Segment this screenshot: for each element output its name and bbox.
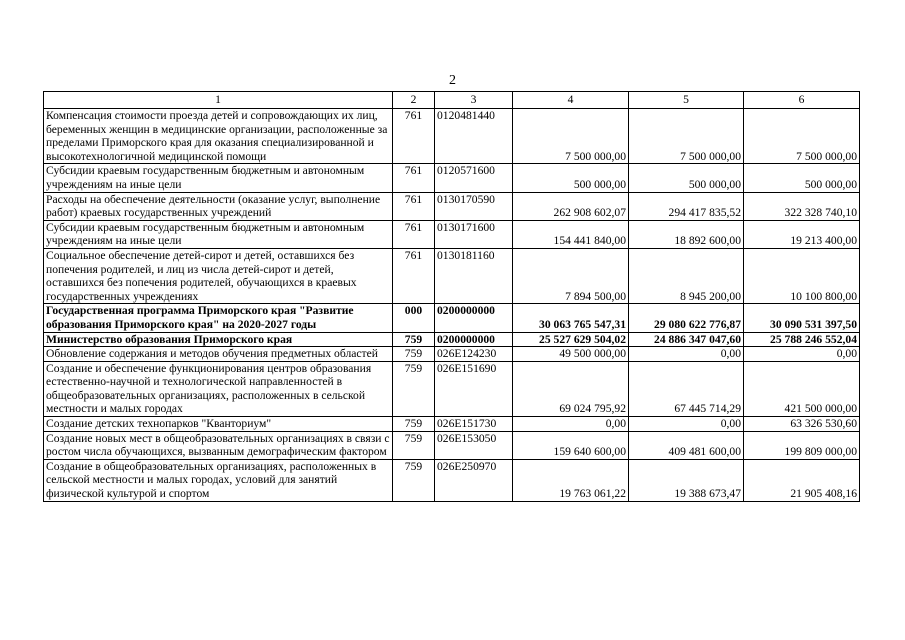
- row-program-code: 026E151730: [435, 417, 513, 432]
- table-row: [44, 192, 860, 220]
- row-amount-col5: 24 886 347 047,60: [629, 332, 744, 347]
- row-program-code: 0120571600: [435, 164, 513, 192]
- row-amount-col6: 19 213 400,00: [744, 220, 860, 248]
- column-header: 5: [629, 92, 744, 109]
- column-header: 3: [435, 92, 513, 109]
- row-program-code: 0130171600: [435, 220, 513, 248]
- row-amount-col4: 7 500 000,00: [513, 109, 629, 164]
- row-amount-col5: 409 481 600,00: [629, 431, 744, 459]
- row-amount-col4: 69 024 795,92: [513, 361, 629, 416]
- row-amount-col4: 262 908 602,07: [513, 192, 629, 220]
- row-amount-col6: 500 000,00: [744, 164, 860, 192]
- row-amount-col5: 8 945 200,00: [629, 248, 744, 303]
- row-amount-col4: 25 527 629 504,02: [513, 332, 629, 347]
- row-amount-col6: 63 326 530,60: [744, 417, 860, 432]
- row-ministry-code: 759: [393, 431, 435, 459]
- row-amount-col5: 29 080 622 776,87: [629, 304, 744, 332]
- row-amount-col6: 199 809 000,00: [744, 431, 860, 459]
- table-row: [44, 304, 860, 332]
- row-program-code: 026E124230: [435, 347, 513, 362]
- row-amount-col5: 500 000,00: [629, 164, 744, 192]
- row-program-code: 0130170590: [435, 192, 513, 220]
- table-row: [44, 431, 860, 459]
- row-amount-col4: 19 763 061,22: [513, 459, 629, 501]
- row-program-code: 0120481440: [435, 109, 513, 164]
- row-description: Субсидии краевым государственным бюджетным и автономным учреждениям на иные цели: [44, 220, 393, 248]
- row-amount-col5: 19 388 673,47: [629, 459, 744, 501]
- table-body: [44, 109, 860, 502]
- row-description: Создание детских технопарков "Кванториум": [44, 417, 393, 432]
- row-amount-col4: 30 063 765 547,31: [513, 304, 629, 332]
- row-amount-col6: 30 090 531 397,50: [744, 304, 860, 332]
- row-amount-col4: 159 640 600,00: [513, 431, 629, 459]
- row-amount-col6: 7 500 000,00: [744, 109, 860, 164]
- row-amount-col6: 0,00: [744, 347, 860, 362]
- row-ministry-code: 761: [393, 192, 435, 220]
- row-amount-col4: 7 894 500,00: [513, 248, 629, 303]
- table-row: [44, 459, 860, 501]
- table-row: [44, 248, 860, 303]
- page-number: 2: [449, 73, 456, 88]
- row-description: Субсидии краевым государственным бюджетным и автономным учреждениям на иные цели: [44, 164, 393, 192]
- row-ministry-code: 000: [393, 304, 435, 332]
- row-amount-col5: 7 500 000,00: [629, 109, 744, 164]
- column-header: 1: [44, 92, 393, 109]
- column-number-row: [44, 92, 860, 109]
- row-program-code: 026E153050: [435, 431, 513, 459]
- row-description: Министерство образования Приморского края: [44, 332, 393, 347]
- table-row: [44, 347, 860, 362]
- table-row: [44, 220, 860, 248]
- row-program-code: 0200000000: [435, 304, 513, 332]
- table-row: [44, 417, 860, 432]
- row-description: Социальное обеспечение детей-сирот и детей, оставшихся без попечения родителей, и лиц из числа детей-сирот и детей, оставшихся без попечения родителей, обучающихся в краевых государственных учреждениях: [44, 248, 393, 303]
- row-description: Государственная программа Приморского края "Развитие образования Приморского края" на 2020-2027 годы: [44, 304, 393, 332]
- row-amount-col4: 49 500 000,00: [513, 347, 629, 362]
- row-amount-col4: 0,00: [513, 417, 629, 432]
- row-amount-col5: 0,00: [629, 347, 744, 362]
- row-description: Создание новых мест в общеобразовательных организациях в связи с ростом числа обучающихся, вызванным демографическим фактором: [44, 431, 393, 459]
- row-amount-col5: 67 445 714,29: [629, 361, 744, 416]
- row-program-code: 026E151690: [435, 361, 513, 416]
- row-amount-col6: 10 100 800,00: [744, 248, 860, 303]
- row-ministry-code: 759: [393, 361, 435, 416]
- row-program-code: 0130181160: [435, 248, 513, 303]
- row-amount-col6: 322 328 740,10: [744, 192, 860, 220]
- row-amount-col4: 154 441 840,00: [513, 220, 629, 248]
- row-amount-col5: 0,00: [629, 417, 744, 432]
- table-row: [44, 109, 860, 164]
- row-ministry-code: 761: [393, 109, 435, 164]
- row-description: Компенсация стоимости проезда детей и сопровождающих их лиц, беременных женщин в медицинские организации, расположенные за пределами Приморского края для оказания специализированной и высокотехнологичной медицинской помощи: [44, 109, 393, 164]
- row-amount-col6: 21 905 408,16: [744, 459, 860, 501]
- row-ministry-code: 761: [393, 248, 435, 303]
- row-ministry-code: 759: [393, 459, 435, 501]
- column-header: 6: [744, 92, 860, 109]
- row-amount-col5: 294 417 835,52: [629, 192, 744, 220]
- row-ministry-code: 759: [393, 332, 435, 347]
- row-amount-col5: 18 892 600,00: [629, 220, 744, 248]
- column-header: 2: [393, 92, 435, 109]
- row-ministry-code: 761: [393, 164, 435, 192]
- row-description: Обновление содержания и методов обучения предметных областей: [44, 347, 393, 362]
- row-ministry-code: 759: [393, 347, 435, 362]
- row-amount-col6: 25 788 246 552,04: [744, 332, 860, 347]
- table-row: [44, 361, 860, 416]
- row-description: Создание в общеобразовательных организациях, расположенных в сельской местности и малых городах, условий для занятий физической культурой и спортом: [44, 459, 393, 501]
- row-description: Расходы на обеспечение деятельности (оказание услуг, выполнение работ) краевых государственных учреждений: [44, 192, 393, 220]
- row-program-code: 0200000000: [435, 332, 513, 347]
- budget-table: [43, 91, 860, 502]
- table-row: [44, 164, 860, 192]
- table-row: [44, 332, 860, 347]
- row-program-code: 026E250970: [435, 459, 513, 501]
- row-amount-col4: 500 000,00: [513, 164, 629, 192]
- column-header: 4: [513, 92, 629, 109]
- row-description: Создание и обеспечение функционирования центров образования естественно-научной и технологической направленностей в общеобразовательных организациях, расположенных в сельской местности и малых городах: [44, 361, 393, 416]
- row-amount-col6: 421 500 000,00: [744, 361, 860, 416]
- row-ministry-code: 759: [393, 417, 435, 432]
- row-ministry-code: 761: [393, 220, 435, 248]
